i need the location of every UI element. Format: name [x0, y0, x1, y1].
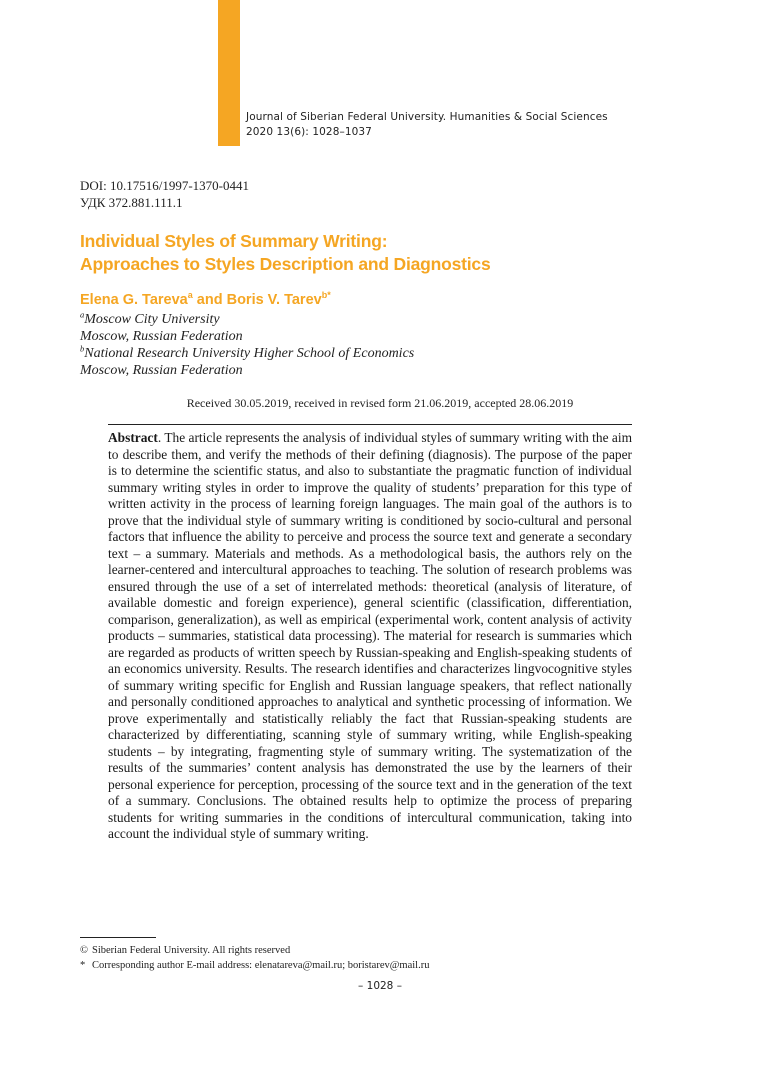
author-2-name: Boris V. Tarev	[226, 292, 322, 308]
journal-header	[246, 110, 608, 140]
affiliation-text: Moscow City University	[84, 312, 220, 327]
footnote-text: Corresponding author E-mail address: elenatareva@mail.ru; boristarev@mail.ru	[92, 960, 430, 971]
author-conjunction: and	[192, 292, 227, 308]
affiliation-line	[80, 311, 414, 328]
affiliation-mark: a	[80, 309, 85, 320]
title-line-2: Approaches to Styles Description and Diagnostics	[80, 254, 491, 274]
footnote-mark: *	[80, 960, 86, 971]
article-identifiers	[80, 177, 249, 211]
footnote-divider	[80, 937, 156, 938]
footnote-text: Siberian Federal University. All rights reserved	[92, 945, 291, 956]
author-1-affil-mark: a	[187, 290, 193, 301]
authors	[80, 291, 331, 309]
footnote-copyright	[80, 943, 429, 958]
abstract-label: Abstract	[108, 430, 158, 445]
abstract-divider	[108, 424, 632, 425]
journal-accent-bar	[218, 0, 240, 146]
affiliation-line	[80, 362, 414, 379]
udk: УДК 372.881.111.1	[80, 195, 183, 210]
affiliation-mark: b	[80, 343, 85, 354]
footnote-corresponding	[80, 958, 429, 973]
affiliations	[80, 311, 414, 379]
affiliation-line	[80, 328, 414, 345]
title-line-1: Individual Styles of Summary Writing:	[80, 231, 388, 251]
journal-volume: 2020 13(6): 1028–1037	[246, 126, 372, 138]
abstract-text: . The article represents the analysis of individual styles of summary writing with the aim to describe them, and verify the methods of their defining (diagnosis). The purpose of the paper is to determine the scientific status, and also to substantiate the pragmatic function of individual summary writing styles in order to improve the quality of students’ preparation for this type of written activity in the process of learning foreign languages. The main goal of the authors is to prove that the individual style of summary writing is conditioned by socio-cultural and personal factors that influence the ability to perceive and process the source text and generate a secondary text – a summary. Materials and methods. As a methodological basis, the authors rely on the learner-centered and intercultural approaches to teaching. The solution of research problems was ensured through the use of a set of interrelated methods: theoretical (analysis of literature, of available domestic and foreign experience), general scientific (classification, differentiation, comparison, generalization), as well as empirical (experimental work, content analysis of activity products – summaries, statistical data processing). The material for research is summaries which are regarded as products of written speech by Russian-speaking and English-speaking students of an economics university. Results. The research identifies and characterizes lingvocognitive styles of summary writing specific for English and Russian language speakers, that reflect nationally and personally conditioned approaches to analytical and synthetic processing of information. We prove experimentally and statistically reliably the fact that Russian-speaking students are characterized by differentiating, scanning style of summary writing, while English-speaking students – by integrating, fragmenting style of summary writing. The systematization of the results of the summaries’ content analysis has demonstrated the use by the learners of their personal experience for perception, processing of the source text and in the generation of the text of a summary. Conclusions. The obtained results help to optimize the process of preparing students for writing summaries in the conditions of intercultural communication, taking into account the individual style of summary writing.	[108, 430, 632, 841]
article-title	[80, 230, 491, 276]
author-2-affil-mark: b*	[321, 290, 331, 301]
author-1-name: Elena G. Tareva	[80, 292, 188, 308]
affiliation-text: National Research University Higher School of Economics	[84, 346, 415, 361]
affiliation-text: Moscow, Russian Federation	[80, 329, 243, 344]
journal-name: Journal of Siberian Federal University. Humanities & Social Sciences	[246, 111, 608, 123]
footnote-mark: ©	[80, 945, 88, 956]
footnotes	[80, 943, 429, 973]
abstract	[108, 430, 632, 843]
affiliation-line	[80, 345, 414, 362]
received-dates: Received 30.05.2019, received in revised form 21.06.2019, accepted 28.06.2019	[186, 396, 574, 410]
affiliation-text: Moscow, Russian Federation	[80, 363, 243, 378]
page-number: – 1028 –	[358, 980, 402, 992]
doi: DOI: 10.17516/1997-1370-0441	[80, 178, 249, 193]
